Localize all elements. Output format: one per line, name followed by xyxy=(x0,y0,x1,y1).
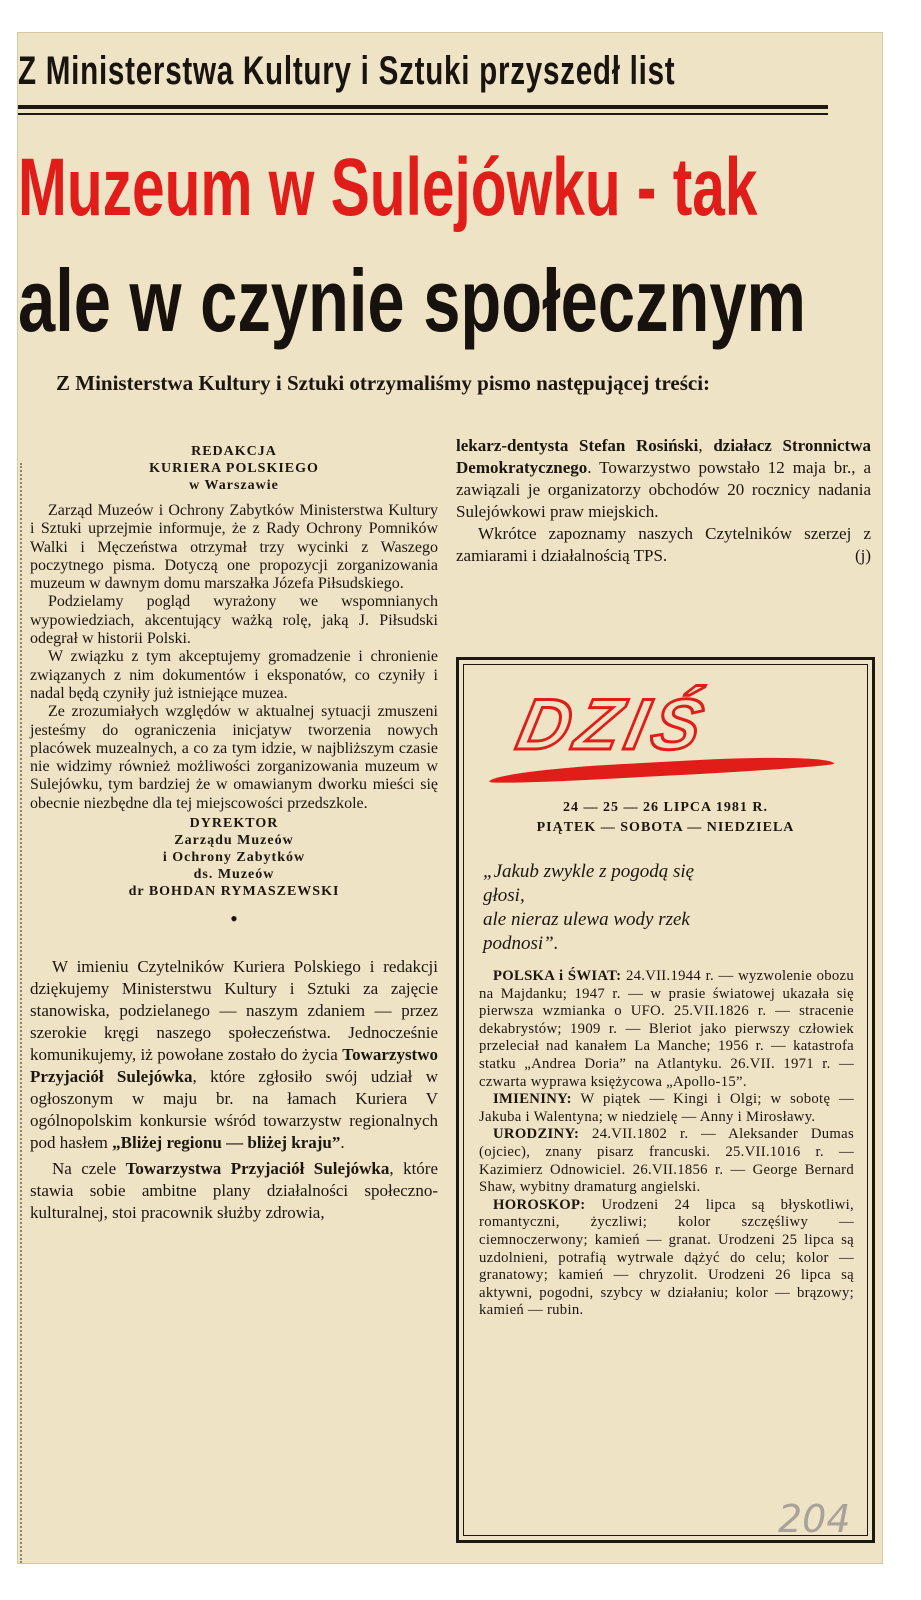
column-edge-marks xyxy=(20,463,30,1563)
section-separator: • xyxy=(230,906,238,932)
handwritten-page-number: 204 xyxy=(778,1497,851,1541)
signature-line: Zarządu Muzeów xyxy=(174,833,294,849)
dzis-logo-text: DZIŚ xyxy=(510,685,716,765)
letter-paragraph: Ze zrozumiałych względów w aktualnej sytuacji zmuszeni jesteśmy do ograniczenia inicjatyw tworzenia nowych placówek muzealnych, a co za tym idzie, w najbliższym czasie nie widzimy również możliwości zorganizowania muzeum w Sulejówku, tym bardziej że w omawianym dworku mieści się obecnie niezbędne dla tej miejscowości przedszkole. xyxy=(30,703,438,812)
newspaper-clipping xyxy=(18,33,882,1563)
address-line: w Warszawie xyxy=(189,478,279,493)
proverb xyxy=(483,860,843,956)
signature-line: DYREKTOR xyxy=(189,816,279,832)
lead-paragraph: Z Ministerstwa Kultury i Sztuki otrzymaliśmy pismo następującej treści: xyxy=(56,371,711,395)
kicker-rule-top xyxy=(18,105,828,109)
dzis-logo xyxy=(489,684,839,794)
headline-black: ale w czynie społecznym xyxy=(18,251,807,350)
headline-red: Muzeum w Sulejówku - tak xyxy=(18,142,758,233)
letter-paragraph: W związku z tym akceptujemy gromadzenie i chronienie związanych z nim dokumentów i eksponatów, co czyniły i nadal będą czyniły już istniejące muzea. xyxy=(30,648,438,702)
proverb-line: głosi, xyxy=(483,885,525,906)
reply-body xyxy=(30,956,438,1224)
letter-paragraph: Podzielamy pogląd wyrażony we wspomnianych wypowiedziach, akcentujący ważką rolę, jaką J. Piłsudski odegrał w historii Polski. xyxy=(30,593,438,648)
address-line: KURIERA POLSKIEGO xyxy=(149,461,319,476)
reply-paragraph: W imieniu Czytelników Kuriera Polskiego i redakcji dziękujemy Ministerstwu Kultury i Sztuki za zajęcie stanowiska, podzielanego — naszym zdaniem — przez szerokie kręgi naszego społeczeństwa. Jednocześnie komunikujemy, iż powołane zostało do życia Towarzystwo Przyjaciół Sulejówka, które zgłosiło swój udział w ogłoszonym w maju br. na łamach Kuriera V ogólnopolskim konkursie wśród towarzystw regionalnych pod hasłem „Bliżej regionu — bliżej kraju”. xyxy=(30,957,438,1153)
proverb-line: ale nieraz ulewa wody rzek xyxy=(483,909,690,930)
reply-paragraph: Wkrótce zapoznamy naszych Czytelników szerzej z zamiarami i działalnością TPS. (j) xyxy=(456,524,871,565)
author-initial: (j) xyxy=(854,546,871,565)
dzis-facts xyxy=(479,968,854,1320)
fact-imieniny: IMIENINY: W piątek — Kingi i Olgi; w sobotę — Jakuba i Walentyna; w niedzielę — Anny i Mirosławy. xyxy=(479,1091,854,1125)
proverb-line: „Jakub zwykle z pogodą się xyxy=(483,861,695,882)
kicker-headline: Z Ministerstwa Kultury i Sztuki przyszedł list xyxy=(18,49,676,93)
reply-paragraph-continued: lekarz-dentysta Stefan Rosiński, działacz Stronnictwa Demokratycznego. Towarzystwo powstało 12 maja br., a zawiązali je organizatorzy obchodów 20 rocznicy nadania Sulejówkowi praw miejskich. xyxy=(456,436,871,521)
kicker-rule-bottom xyxy=(18,113,828,115)
reply-paragraph: Na czele Towarzystwa Przyjaciół Sulejówka, które stawia sobie ambitne plany działalności społeczno-kulturalnej, stoi pracownik służby zdrowia, xyxy=(30,1159,439,1223)
fact-horoskop: HOROSKOP: Urodzeni 24 lipca są błyskotliwi, romantyczni, życzliwi; kolor szczęśliwy — ciemnoczerwony; kamień — granat. Urodzeni 25 lipca są uzdolnieni, potrafią wytrwale dążyć do celu; kolor — granatowy; kamień — chryzolit. Urodzeni 26 lipca są aktywni, pogodni, szybcy w działaniu; kolor — brązowy; kamień — rubin. xyxy=(479,1196,854,1319)
address-line: REDAKCJA xyxy=(191,444,277,459)
left-column xyxy=(30,443,438,1224)
signature-line: dr BOHDAN RYMASZEWSKI xyxy=(128,884,340,900)
right-column-text xyxy=(456,435,871,567)
letter-address xyxy=(30,443,438,494)
signature-line: i Ochrony Zabytków xyxy=(162,850,306,866)
fact-urodziny: URODZINY: 24.VII.1802 r. — Aleksander Dumas (ojciec), znany pisarz francuski. 25.VII.1016 r. — Kazimierz Odnowiciel. 26.VII.1856 r. — George Bernard Shaw, wybitny dramaturg angielski. xyxy=(479,1126,854,1196)
dzis-box xyxy=(456,657,875,1543)
dzis-days: PIĄTEK — SOBOTA — NIEDZIELA xyxy=(536,820,795,835)
signature-line: ds. Muzeów xyxy=(193,867,275,883)
fact-polska: POLSKA i ŚWIAT: 24.VII.1944 r. — wyzwolenie obozu na Majdanku; 1947 r. — w prasie światowej ukazała się pierwsza wzmianka o UFO. 25.VII.1826 r. — stracenie dekabrystów; 1909 r. — Bleriot jako pierwszy człowiek przeleciał nad kanałem La Manche; 1956 r. — katastrofa statku „Andrea Doria” na Atlantyku. 26.VII. 1971 r. — czwarta wyprawa księżycowa „Apollo-15”. xyxy=(479,968,854,1090)
proverb-line: podnosi”. xyxy=(483,933,559,954)
dzis-date: 24 — 25 — 26 LIPCA 1981 R. xyxy=(563,800,768,815)
letter-signature xyxy=(30,815,438,900)
letter-paragraph: Zarząd Muzeów i Ochrony Zabytków Ministerstwa Kultury i Sztuki uprzejmie informuje, że z Rady Ochrony Pomników Walki i Męczeństwa otrzymał trzy wycinki z Waszego poczytnego pisma. Dotyczą one propozycji zorganizowania muzeum w dawnym domu marszałka Józefa Piłsudskiego. xyxy=(30,502,438,593)
